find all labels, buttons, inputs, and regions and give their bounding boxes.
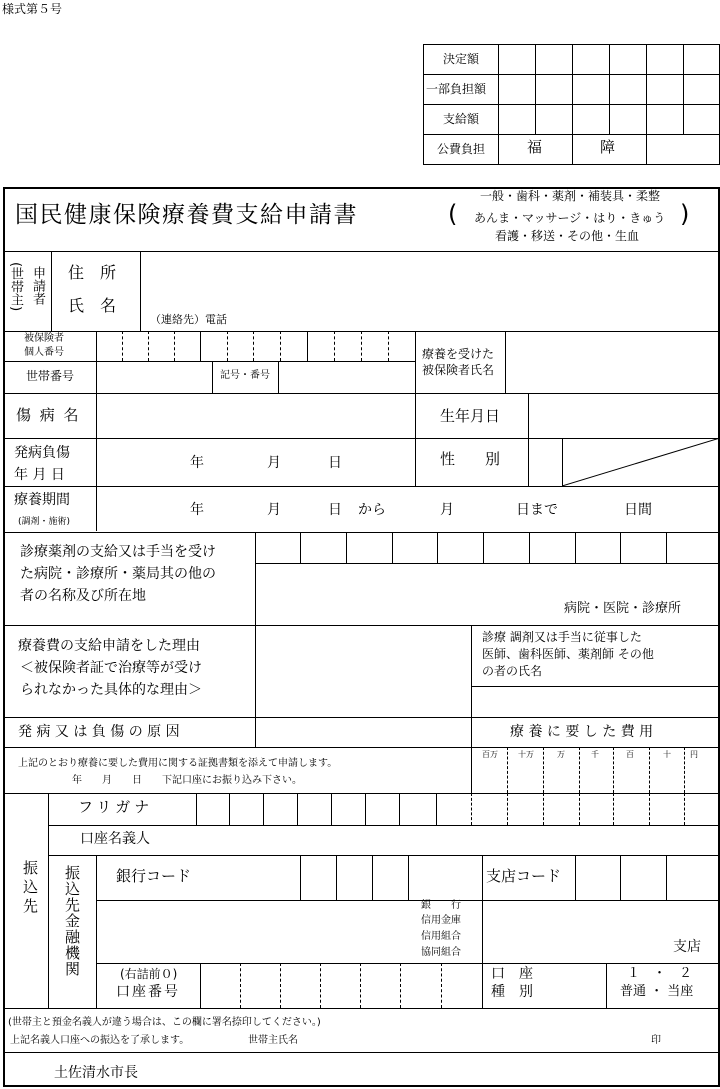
- account-type-label-1: 口 座: [491, 966, 533, 982]
- onset-label-2: 年 月 日: [14, 467, 65, 483]
- birthdate-label: 生年月日: [440, 407, 501, 425]
- cost-label: 療 養 に 要 し た 費 用: [510, 724, 654, 740]
- householder-name-label: 世帯主氏名: [248, 1035, 298, 1046]
- doctor-label-2: 医師、歯科医師、薬剤師 その他: [482, 647, 654, 661]
- reason-label-1: 療養費の支給申請をした理由: [18, 638, 200, 654]
- hospital-label-1: 診療薬剤の支給又は手当を受け: [20, 544, 216, 560]
- birthdate-field[interactable]: [529, 394, 718, 437]
- address-field[interactable]: [142, 253, 718, 289]
- branch-code-label: 支店コード: [486, 867, 562, 885]
- patient-name-label-2: 被保険者氏名: [422, 363, 495, 377]
- disability-label: 障: [600, 138, 616, 156]
- sex-field[interactable]: [529, 439, 561, 485]
- transfer-label: 振込先: [21, 860, 39, 917]
- period-sub-label: (調剤・施術): [18, 517, 71, 527]
- householder-paren-label: (世帯主): [8, 262, 23, 312]
- onset-label-1: 発病負傷: [14, 445, 70, 461]
- sex-diagonal-line: [562, 438, 720, 486]
- period-field[interactable]: [97, 487, 718, 531]
- cause-label: 発 病 又 は 負 傷 の 原 因: [18, 724, 180, 740]
- consent-note: (世帯主と預金名義人が違う場合は、この欄に署名捺印してください。): [8, 1017, 321, 1028]
- applicant-name-field[interactable]: [142, 290, 718, 330]
- sex-label: 性 別: [440, 450, 501, 468]
- account-number-label-1: (右詰前０): [120, 967, 178, 981]
- hospital-code-field[interactable]: [256, 533, 718, 562]
- copay-amount-label: 一部負担額: [426, 82, 487, 96]
- hospital-label-3: 者の名称及び所在地: [20, 588, 146, 604]
- treatment-types-3: 看護・移送・その他・生血: [495, 229, 640, 243]
- contact-phone-label: （連絡先）電話: [150, 313, 227, 326]
- address-label: 住 所: [68, 263, 117, 282]
- bank-type-kyodo: 協同組合: [421, 947, 461, 958]
- furigana-label: フリガナ: [78, 798, 154, 816]
- unit-ten: 十: [663, 750, 671, 759]
- branch-code-field[interactable]: [576, 856, 718, 899]
- patient-name-field[interactable]: [506, 332, 718, 392]
- account-number-label-2: 口座番号: [116, 984, 180, 1000]
- doctor-label-1: 診療 調剤又は手当に従事した: [482, 630, 642, 644]
- form-number: 様式第５号: [2, 2, 63, 16]
- period-day1-label: 日: [328, 502, 342, 518]
- consent-text: 上記名義人口座への振込を了承します。: [10, 1035, 190, 1046]
- decision-amount-label: 決定額: [443, 52, 480, 66]
- period-month1-label: 月: [267, 502, 281, 518]
- injury-name-label: 傷 病 名: [16, 406, 81, 424]
- account-type-values-1: １ ・ ２: [627, 966, 693, 981]
- treatment-types-2: あんま・マッサージ・はり・きゅう: [474, 211, 666, 225]
- account-number-field[interactable]: [201, 964, 481, 1007]
- financial-institution-label: 振込先金融機関: [63, 865, 81, 977]
- cost-amount-field[interactable]: [472, 762, 718, 792]
- reason-label-3: られなかった具体的な理由＞: [20, 682, 202, 698]
- period-days-label: 日間: [624, 502, 652, 518]
- unit-hundred-thousand: 十万: [518, 750, 534, 759]
- individual-number-field[interactable]: [97, 332, 414, 360]
- symbol-number-label: 記号・番号: [220, 370, 270, 381]
- unit-hundred: 百: [626, 750, 634, 759]
- bank-type-shinkumi: 信用組合: [421, 931, 461, 942]
- declaration-text: 上記のとおり療養に要した費用に関する証拠書類を添えて申請します。: [18, 758, 338, 769]
- symbol-number-field[interactable]: [279, 362, 414, 392]
- seal-mark: 印: [651, 1035, 661, 1046]
- period-from-label: から: [358, 502, 386, 518]
- title-paren-open: (: [448, 200, 458, 228]
- doctor-label-3: の者の氏名: [482, 664, 543, 678]
- doctor-name-field[interactable]: [472, 687, 718, 716]
- treatment-types-1: 一般・歯科・薬剤・補装具・柔整: [480, 189, 661, 203]
- account-holder-label: 口座名義人: [80, 831, 150, 847]
- form-title: 国民健康保険療養費支給申請書: [15, 202, 358, 228]
- reason-field[interactable]: [256, 626, 470, 716]
- name-label: 氏 名: [68, 296, 117, 315]
- period-year-label: 年: [190, 502, 204, 518]
- addressee: 土佐清水市長: [54, 1065, 138, 1081]
- injury-name-field[interactable]: [97, 394, 414, 437]
- hospital-label-2: た病院・診療所・薬局其の他の: [20, 566, 216, 582]
- unit-million: 百万: [482, 750, 498, 759]
- account-holder-field[interactable]: [197, 826, 718, 854]
- applicant-label: 申請者: [30, 266, 45, 305]
- bank-code-field[interactable]: [301, 856, 481, 899]
- furigana-field[interactable]: [197, 794, 718, 824]
- reason-label-2: ＜被保険者証で治療等が受け: [20, 660, 202, 676]
- bank-code-label: 銀行コード: [116, 867, 192, 885]
- unit-ten-thousand: 万: [557, 750, 565, 759]
- branch-suffix: 支店: [673, 939, 701, 955]
- household-number-label: 世帯番号: [26, 369, 75, 383]
- payment-amount-label: 支給額: [443, 112, 480, 126]
- account-type-values-2: 普通 ・ 当座: [620, 984, 694, 999]
- unit-yen: 円: [690, 750, 698, 759]
- hospital-type-suffix: 病院・医院・診療所: [564, 601, 682, 616]
- bank-type-shinkin: 信用金庫: [421, 915, 461, 926]
- title-paren-close: ): [680, 200, 690, 228]
- unit-thousand: 千: [591, 750, 599, 759]
- public-burden-label: 公費負担: [437, 142, 486, 156]
- welfare-label: 福: [527, 138, 543, 156]
- onset-year-label: 年: [190, 455, 204, 471]
- period-month2-label: 月: [440, 502, 454, 518]
- insured-number-label-1: 被保険者: [24, 333, 64, 344]
- period-label: 療養期間: [14, 492, 70, 508]
- account-type-selector[interactable]: [607, 964, 718, 1007]
- declaration-date-text: 年 月 日 下記口座にお振り込み下さい。: [72, 775, 302, 786]
- onset-day-label: 日: [328, 455, 342, 471]
- cause-field[interactable]: [256, 718, 470, 746]
- household-number-field[interactable]: [97, 362, 211, 392]
- bank-type-bank: 銀 行: [421, 900, 461, 911]
- onset-month-label: 月: [267, 455, 281, 471]
- bank-name-field[interactable]: [97, 901, 417, 962]
- period-until-label: 日まで: [516, 502, 558, 518]
- account-type-label-2: 種 別: [491, 984, 533, 1000]
- insured-number-label-2: 個人番号: [24, 347, 64, 358]
- patient-name-label-1: 療養を受けた: [422, 347, 495, 361]
- householder-signature-field[interactable]: [310, 1030, 640, 1050]
